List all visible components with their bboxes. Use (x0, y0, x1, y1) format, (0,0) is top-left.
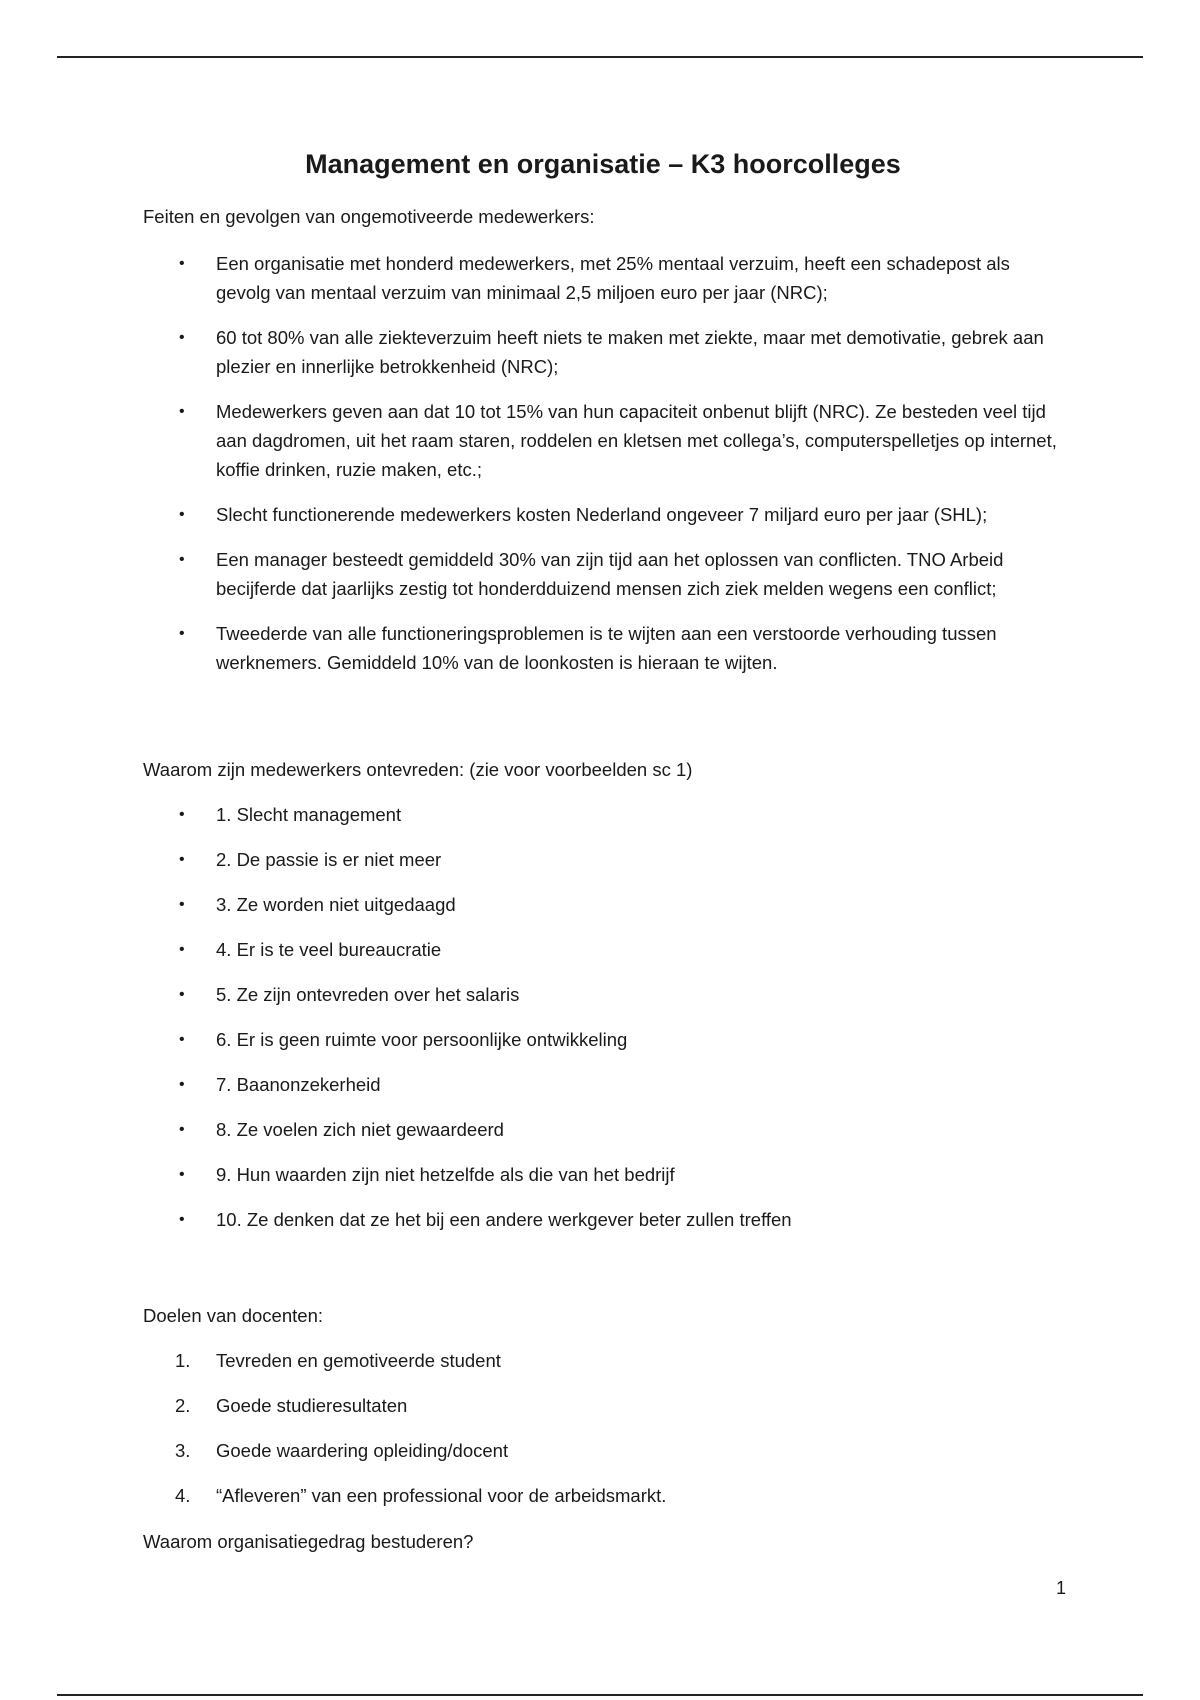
bullet-marker: • (179, 551, 185, 568)
list-item (143, 890, 1063, 919)
bullet-marker: • (179, 1166, 185, 1183)
list-item (143, 500, 1063, 529)
list-item (143, 1205, 1063, 1234)
list-item (143, 1115, 1063, 1144)
list-item (143, 249, 1063, 307)
list-item (143, 1346, 1063, 1375)
list-item-text: 5. Ze zijn ontevreden over het salaris (216, 984, 520, 1005)
goals-list (143, 1346, 1063, 1526)
closing-question: Waarom organisatiegedrag bestuderen? (143, 1531, 474, 1552)
bullet-marker: • (179, 1031, 185, 1048)
bullet-marker: • (179, 941, 185, 958)
number-marker: 1. (175, 1350, 191, 1371)
bullet-marker: • (179, 806, 185, 823)
goals-heading: Doelen van docenten: (143, 1305, 323, 1326)
list-item (143, 1436, 1063, 1465)
list-item (143, 935, 1063, 964)
number-marker: 3. (175, 1440, 191, 1461)
list-item (143, 619, 1063, 677)
list-item-text: 7. Baanonzekerheid (216, 1074, 381, 1095)
list-item (143, 1025, 1063, 1054)
list-item-text: Een organisatie met honderd medewerkers, met 25% mentaal verzuim, heeft een schadepost als gevolg van mentaal verzuim van minimaal 2,5 miljoen euro per jaar (NRC); (216, 253, 1010, 303)
list-item (143, 800, 1063, 829)
bullet-marker: • (179, 255, 185, 272)
list-item-text: 2. De passie is er niet meer (216, 849, 442, 870)
document-title: Management en organisatie – K3 hoorcolleges (305, 149, 901, 179)
reasons-heading: Waarom zijn medewerkers ontevreden: (zie voor voorbeelden sc 1) (143, 759, 693, 780)
facts-heading: Feiten en gevolgen van ongemotiveerde medewerkers: (143, 206, 595, 227)
list-item (143, 1481, 1063, 1510)
list-item-text: Goede waardering opleiding/docent (216, 1440, 509, 1461)
list-item-text: “Afleveren” van een professional voor de arbeidsmarkt. (216, 1485, 667, 1506)
footer-rule (57, 1694, 1143, 1696)
list-item-text: 6. Er is geen ruimte voor persoonlijke ontwikkeling (216, 1029, 628, 1050)
bullet-marker: • (179, 1121, 185, 1138)
bullet-marker: • (179, 329, 185, 346)
list-item-text: Een manager besteedt gemiddeld 30% van zijn tijd aan het oplossen van conflicten. TNO Arbeid becijferde dat jaarlijks zestig tot honderdduizend mensen zich ziek melden wegens een conflict; (216, 549, 1004, 599)
list-item-text: Slecht functionerende medewerkers kosten Nederland ongeveer 7 miljard euro per jaar (SHL); (216, 504, 988, 525)
list-item (143, 1391, 1063, 1420)
list-item-text: Goede studieresultaten (216, 1395, 408, 1416)
list-item (143, 545, 1063, 603)
list-item (143, 323, 1063, 381)
list-item (143, 1160, 1063, 1189)
facts-list (143, 249, 1063, 693)
list-item (143, 845, 1063, 874)
header-rule (57, 56, 1143, 58)
list-item-text: 8. Ze voelen zich niet gewaardeerd (216, 1119, 504, 1140)
list-item-text: 3. Ze worden niet uitgedaagd (216, 894, 456, 915)
number-marker: 4. (175, 1485, 191, 1506)
number-marker: 2. (175, 1395, 191, 1416)
list-item-text: 10. Ze denken dat ze het bij een andere werkgever beter zullen treffen (216, 1209, 792, 1230)
bullet-marker: • (179, 986, 185, 1003)
list-item-text: 1. Slecht management (216, 804, 402, 825)
list-item-text: 9. Hun waarden zijn niet hetzelfde als die van het bedrijf (216, 1164, 675, 1185)
list-item-text: Medewerkers geven aan dat 10 tot 15% van hun capaciteit onbenut blijft (NRC). Ze besteden veel tijd aan dagdromen, uit het raam staren, roddelen en kletsen met collega’s, computerspelletjes op internet, koffie drinken, ruzie maken, etc.; (216, 401, 1057, 480)
list-item-text: Tweederde van alle functioneringsproblemen is te wijten aan een verstoorde verhouding tussen werknemers. Gemiddeld 10% van de loonkosten is hieraan te wijten. (216, 623, 997, 673)
list-item (143, 397, 1063, 484)
bullet-marker: • (179, 1076, 185, 1093)
list-item-text: 60 tot 80% van alle ziekteverzuim heeft niets te maken met ziekte, maar met demotivatie, gebrek aan plezier en innerlijke betrokkenheid (NRC); (216, 327, 1044, 377)
list-item (143, 980, 1063, 1009)
reasons-list (143, 800, 1063, 1250)
bullet-marker: • (179, 851, 185, 868)
list-item-text: 4. Er is te veel bureaucratie (216, 939, 442, 960)
list-item-text: Tevreden en gemotiveerde student (216, 1350, 501, 1371)
bullet-marker: • (179, 1211, 185, 1228)
bullet-marker: • (179, 896, 185, 913)
bullet-marker: • (179, 506, 185, 523)
page-number: 1 (1055, 1578, 1066, 1598)
bullet-marker: • (179, 625, 185, 642)
bullet-marker: • (179, 403, 185, 420)
list-item (143, 1070, 1063, 1099)
